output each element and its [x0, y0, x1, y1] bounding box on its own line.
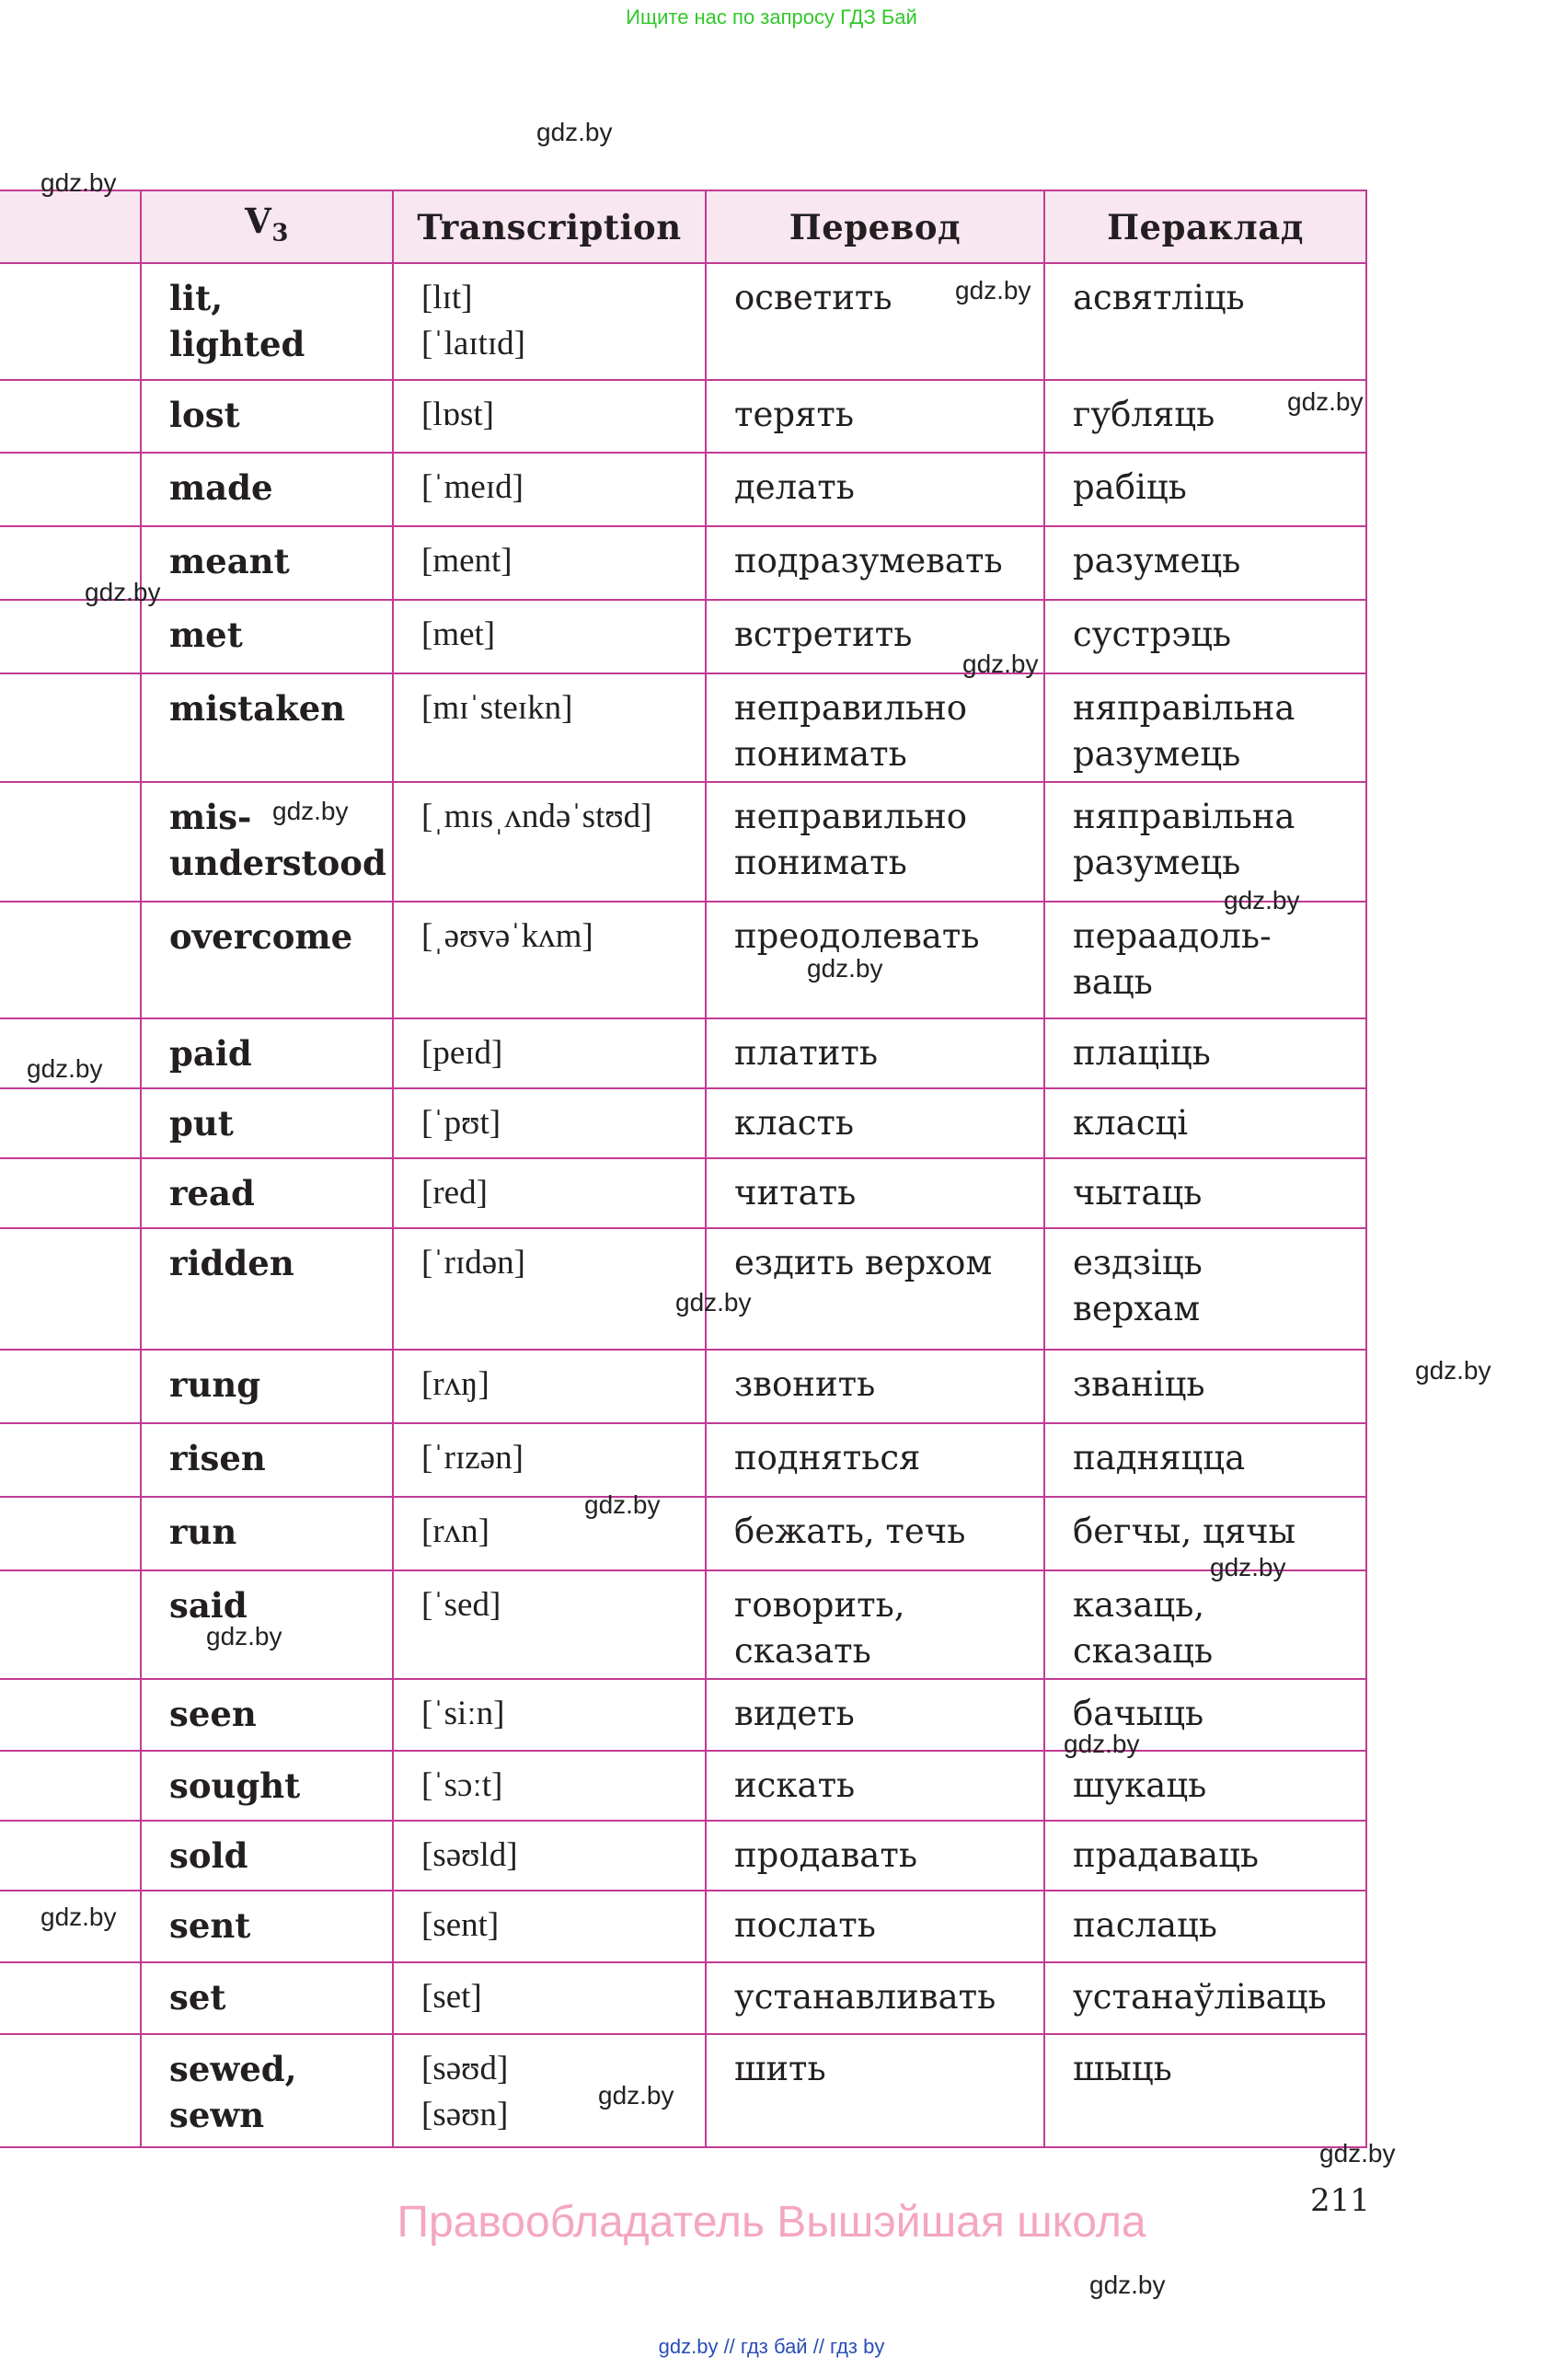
peraklad-cell-line: плаціць [1073, 1033, 1211, 1073]
v3-cell [141, 2034, 393, 2147]
perevod-cell [706, 380, 1044, 453]
perevod-cell-line: осветить [734, 278, 892, 317]
transcription-cell-line: [ˈsed] [421, 1586, 501, 1624]
perevod-cell-line: ездить верхом [734, 1243, 993, 1282]
peraklad-cell-line: шукаць [1073, 1765, 1207, 1805]
header-transcription: Transcription [393, 190, 706, 263]
transcription-cell-line: [ˈrɪzən] [421, 1439, 524, 1477]
top-banner: Ищите нас по запросу ГДЗ Бай [626, 6, 917, 29]
table-row [0, 1891, 1366, 1962]
perevod-cell-line: подняться [734, 1438, 921, 1477]
perevod-cell [706, 1423, 1044, 1497]
peraklad-cell-line: прадаваць [1073, 1835, 1260, 1875]
watermark-text: gdz.by [598, 2081, 674, 2110]
header-perevod: Перевод [706, 190, 1044, 263]
peraklad-cell [1044, 782, 1366, 902]
transcription-cell-line: [ˈsɔːt] [421, 1766, 503, 1804]
peraklad-cell-line: разумець [1073, 541, 1241, 581]
v3-cell-line: made [169, 467, 273, 508]
v3-cell-line: sought [169, 1765, 301, 1806]
peraklad-cell-line: бегчы, цячы [1073, 1512, 1296, 1551]
table-row [0, 1751, 1366, 1821]
peraklad-cell [1044, 902, 1366, 1018]
watermark-text: gdz.by [1210, 1553, 1286, 1581]
perevod-cell [706, 2034, 1044, 2147]
peraklad-cell-line: шыць [1073, 2049, 1172, 2088]
v3-cell-line: put [169, 1103, 234, 1144]
v3-cell-line: set [169, 1977, 226, 2018]
peraklad-cell [1044, 1158, 1366, 1228]
perevod-cell [706, 1679, 1044, 1751]
table-margin-cell [0, 1821, 141, 1891]
perevod-cell-line: читать [734, 1173, 857, 1213]
transcription-cell [393, 902, 706, 1018]
watermark-text: gdz.by [1319, 2139, 1396, 2167]
peraklad-cell-line: званіць [1073, 1364, 1205, 1404]
peraklad-cell [1044, 1497, 1366, 1570]
transcription-cell [393, 1962, 706, 2034]
table-margin-cell [0, 1158, 141, 1228]
transcription-cell-line: [ment] [421, 542, 512, 580]
v3-cell [141, 526, 393, 600]
peraklad-cell-line: сустрэць [1073, 615, 1232, 654]
watermark-text: gdz.by [1089, 2271, 1166, 2299]
table-margin-cell [0, 1088, 141, 1158]
transcription-cell [393, 1891, 706, 1962]
v3-cell-line: ridden [169, 1243, 294, 1283]
v3-cell [141, 1891, 393, 1962]
v3-cell-line: run [169, 1512, 237, 1552]
perevod-cell-line: делать [734, 467, 855, 507]
table-margin-cell [0, 1350, 141, 1423]
peraklad-cell-line: чытаць [1073, 1173, 1203, 1213]
table-margin-cell [0, 782, 141, 902]
peraklad-cell-line: ездзіць [1073, 1243, 1203, 1282]
peraklad-cell-line: няправільна [1073, 688, 1295, 728]
v3-cell [141, 1751, 393, 1821]
transcription-cell [393, 526, 706, 600]
table-margin-cell [0, 2034, 141, 2147]
perevod-cell [706, 1228, 1044, 1350]
table-margin-cell [0, 380, 141, 453]
table-row [0, 526, 1366, 600]
v3-cell [141, 902, 393, 1018]
bottom-links[interactable]: gdz.by // гдз бай // гдз by [658, 2335, 885, 2358]
peraklad-cell-line: пераадоль- [1073, 916, 1272, 956]
peraklad-cell [1044, 1350, 1366, 1423]
perevod-cell-line: понимать [734, 734, 907, 774]
table-margin-cell [0, 453, 141, 526]
table-margin-cell [0, 673, 141, 782]
v3-cell [141, 1423, 393, 1497]
perevod-cell-line: класть [734, 1103, 855, 1143]
watermark-text: gdz.by [962, 650, 1039, 678]
peraklad-cell-line: устанаўліваць [1073, 1977, 1327, 2017]
v3-cell [141, 1228, 393, 1350]
perevod-cell-line: продавать [734, 1835, 917, 1875]
table-margin-cell [0, 1751, 141, 1821]
perevod-cell [706, 1751, 1044, 1821]
v3-cell-line: meant [169, 541, 290, 581]
watermark-text: gdz.by [1064, 1730, 1140, 1758]
perevod-cell-line: искать [734, 1765, 856, 1805]
table-margin-cell [0, 1228, 141, 1350]
table-row [0, 1423, 1366, 1497]
transcription-cell [393, 1350, 706, 1423]
perevod-cell [706, 453, 1044, 526]
v3-cell [141, 1962, 393, 2034]
table-margin-cell [0, 263, 141, 380]
watermark-text: gdz.by [807, 954, 883, 983]
perevod-cell [706, 673, 1044, 782]
watermark-text: gdz.by [1415, 1356, 1491, 1385]
v3-cell-line: risen [169, 1438, 266, 1478]
transcription-cell [393, 782, 706, 902]
table-margin-cell [0, 1962, 141, 2034]
v3-cell-line: mistaken [169, 688, 346, 729]
v3-cell [141, 1018, 393, 1088]
perevod-cell-line: преодолевать [734, 916, 980, 956]
perevod-cell-line: платить [734, 1033, 878, 1073]
table-row [0, 380, 1366, 453]
perevod-cell-line: бежать, течь [734, 1512, 966, 1551]
v3-cell-line: mis- [169, 797, 252, 837]
table-margin-cell [0, 1423, 141, 1497]
peraklad-cell [1044, 526, 1366, 600]
peraklad-cell-line: бачыць [1073, 1694, 1204, 1733]
perevod-cell-line: сказать [734, 1631, 871, 1671]
transcription-cell-line: [ˈmeɪd] [421, 468, 524, 506]
v3-cell [141, 1821, 393, 1891]
perevod-cell-line: понимать [734, 843, 907, 882]
perevod-cell [706, 1962, 1044, 2034]
table-margin-cell [0, 1570, 141, 1679]
header-v3: $V_3$ [141, 190, 393, 263]
peraklad-cell-line: паслаць [1073, 1905, 1217, 1945]
transcription-cell-line: [ˈrɪdən] [421, 1244, 525, 1282]
perevod-cell [706, 1497, 1044, 1570]
table-row [0, 1350, 1366, 1423]
peraklad-cell [1044, 1962, 1366, 2034]
v3-cell [141, 1088, 393, 1158]
copyright-notice: Правообладатель Вышэйшая школа [397, 2198, 1146, 2247]
transcription-cell-line: [set] [421, 1978, 482, 2016]
transcription-cell-line: [rʌŋ] [421, 1365, 489, 1403]
watermark-text: gdz.by [584, 1490, 661, 1519]
peraklad-cell [1044, 1891, 1366, 1962]
perevod-cell [706, 526, 1044, 600]
transcription-cell [393, 673, 706, 782]
perevod-cell [706, 1350, 1044, 1423]
v3-cell-line: met [169, 615, 243, 655]
table-row [0, 782, 1366, 902]
v3-cell [141, 1350, 393, 1423]
v3-cell [141, 1679, 393, 1751]
peraklad-cell [1044, 1088, 1366, 1158]
v3-cell [141, 1158, 393, 1228]
transcription-cell-line: [lɒst] [421, 396, 494, 433]
watermark-text: gdz.by [272, 797, 349, 825]
table-row [0, 2034, 1366, 2147]
transcription-cell [393, 1821, 706, 1891]
peraklad-cell-line: рабіць [1073, 467, 1187, 507]
perevod-cell [706, 1158, 1044, 1228]
watermark-text: gdz.by [85, 578, 161, 606]
transcription-cell [393, 380, 706, 453]
watermark-text: gdz.by [40, 168, 117, 197]
v3-cell-line: said [169, 1585, 248, 1626]
peraklad-cell [1044, 673, 1366, 782]
peraklad-cell [1044, 600, 1366, 673]
transcription-cell-line: [sent] [421, 1906, 500, 1944]
table-margin-cell [0, 600, 141, 673]
transcription-cell-line: [rʌn] [421, 1512, 489, 1550]
table-margin-cell [0, 1497, 141, 1570]
v3-cell-line: sewed, [169, 2049, 297, 2089]
v3-cell-line: overcome [169, 916, 353, 957]
transcription-cell-line: [lɪt] [421, 279, 473, 316]
perevod-cell-line: видеть [734, 1694, 855, 1733]
v3-cell [141, 782, 393, 902]
watermark-text: gdz.by [206, 1622, 282, 1650]
v3-cell-line: sent [169, 1905, 251, 1946]
v3-cell [141, 1497, 393, 1570]
transcription-cell-line: [səʊld] [421, 1836, 518, 1874]
perevod-cell-line: неправильно [734, 688, 968, 728]
table-row [0, 263, 1366, 380]
v3-cell [141, 673, 393, 782]
peraklad-cell-line: губляць [1073, 395, 1215, 434]
table-row [0, 600, 1366, 673]
peraklad-cell [1044, 1751, 1366, 1821]
table-row [0, 1962, 1366, 2034]
table-row [0, 902, 1366, 1018]
watermark-text: gdz.by [1224, 886, 1300, 914]
table-row [0, 1018, 1366, 1088]
watermark-text: gdz.by [536, 118, 613, 146]
transcription-cell [393, 453, 706, 526]
header-peraklad: Пераклад [1044, 190, 1366, 263]
table-header-row [0, 190, 1366, 263]
transcription-cell-line: [səʊd] [421, 2050, 509, 2087]
transcription-cell-line: [ˈlaɪtɪd] [421, 325, 526, 362]
perevod-cell-line: встретить [734, 615, 913, 654]
table-margin-cell [0, 1679, 141, 1751]
v3-cell-line: sold [169, 1835, 248, 1876]
perevod-cell-line: подразумевать [734, 541, 1003, 581]
peraklad-cell [1044, 1570, 1366, 1679]
peraklad-cell-line: сказаць [1073, 1631, 1214, 1671]
verb-table [0, 190, 1367, 2148]
perevod-cell [706, 1891, 1044, 1962]
v3-cell [141, 600, 393, 673]
peraklad-cell [1044, 1821, 1366, 1891]
v3-cell-line: lost [169, 395, 240, 435]
v3-cell-line: paid [169, 1033, 252, 1074]
peraklad-cell [1044, 1423, 1366, 1497]
perevod-cell-line: послать [734, 1905, 876, 1945]
table-row [0, 1570, 1366, 1679]
peraklad-cell-line: верхам [1073, 1289, 1201, 1328]
peraklad-cell-line: класці [1073, 1103, 1189, 1143]
v3-cell [141, 453, 393, 526]
perevod-cell-line: устанавливать [734, 1977, 996, 2017]
transcription-cell [393, 1570, 706, 1679]
perevod-cell [706, 1088, 1044, 1158]
transcription-cell [393, 1679, 706, 1751]
transcription-cell [393, 263, 706, 380]
perevod-cell-line: неправильно [734, 797, 968, 836]
transcription-cell [393, 1158, 706, 1228]
peraklad-cell [1044, 263, 1366, 380]
v3-cell-line: read [169, 1173, 255, 1213]
transcription-cell-line: [peɪd] [421, 1034, 503, 1072]
v3-cell-line: understood [169, 843, 386, 883]
perevod-cell [706, 1570, 1044, 1679]
perevod-cell [706, 782, 1044, 902]
v3-cell-line: lit, [169, 278, 224, 318]
transcription-cell [393, 1228, 706, 1350]
perevod-cell [706, 1821, 1044, 1891]
table-row [0, 1821, 1366, 1891]
v3-cell [141, 380, 393, 453]
table-row [0, 1158, 1366, 1228]
transcription-cell [393, 1751, 706, 1821]
v3-cell [141, 263, 393, 380]
watermark-text: gdz.by [955, 276, 1031, 305]
peraklad-cell-line: падняцца [1073, 1438, 1246, 1477]
transcription-cell-line: [ˌəʊvəˈkʌm] [421, 917, 593, 955]
v3-cell-line: seen [169, 1694, 257, 1734]
peraklad-cell [1044, 2034, 1366, 2147]
watermark-text: gdz.by [40, 1903, 117, 1931]
perevod-cell-line: звонить [734, 1364, 876, 1404]
peraklad-cell-line: ваць [1073, 962, 1153, 1002]
transcription-cell-line: [ˈsiːn] [421, 1695, 505, 1732]
perevod-cell-line: шить [734, 2049, 826, 2088]
table-row [0, 1679, 1366, 1751]
watermark-text: gdz.by [675, 1288, 752, 1316]
perevod-cell-line: терять [734, 395, 855, 434]
transcription-cell-line: [red] [421, 1174, 488, 1212]
transcription-cell-line: [met] [421, 615, 496, 653]
peraklad-cell [1044, 1018, 1366, 1088]
peraklad-cell [1044, 453, 1366, 526]
watermark-text: gdz.by [27, 1054, 103, 1083]
peraklad-cell-line: разумець [1073, 734, 1241, 774]
table-body [0, 263, 1366, 2147]
table-row [0, 1088, 1366, 1158]
v3-cell-line: lighted [169, 324, 305, 364]
table-row [0, 1497, 1366, 1570]
transcription-cell-line: [səʊn] [421, 2096, 509, 2133]
transcription-cell [393, 1088, 706, 1158]
transcription-cell-line: [ˈpʊt] [421, 1104, 501, 1142]
page-number: 211 [1310, 2182, 1370, 2219]
v3-cell-line: rung [169, 1364, 261, 1405]
transcription-cell [393, 1423, 706, 1497]
table-row [0, 453, 1366, 526]
perevod-cell-line: говорить, [734, 1585, 905, 1625]
peraklad-cell-line: асвятліць [1073, 278, 1245, 317]
peraklad-cell-line: разумець [1073, 843, 1241, 882]
transcription-cell-line: [mɪˈsteɪkn] [421, 689, 573, 727]
watermark-text: gdz.by [1287, 387, 1364, 416]
v3-cell-line: sewn [169, 2095, 265, 2135]
table-margin-cell [0, 190, 141, 263]
table-row [0, 673, 1366, 782]
peraklad-cell-line: казаць, [1073, 1585, 1205, 1625]
perevod-cell [706, 1018, 1044, 1088]
table-margin-cell [0, 902, 141, 1018]
transcription-cell [393, 1018, 706, 1088]
peraklad-cell-line: няправільна [1073, 797, 1295, 836]
peraklad-cell [1044, 1228, 1366, 1350]
transcription-cell [393, 600, 706, 673]
transcription-cell-line: [ˌmɪsˌʌndəˈstʊd] [421, 798, 652, 835]
